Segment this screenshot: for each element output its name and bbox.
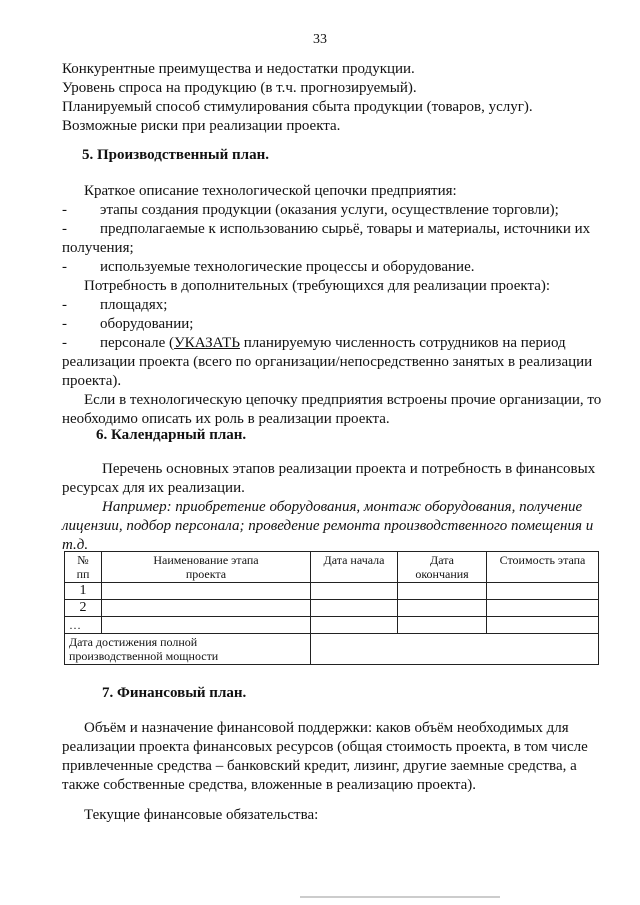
example-text: Например: приобретение оборудования, монтаж оборудования, получение bbox=[102, 499, 583, 515]
intro-line: Возможные риски при реализации проекта. bbox=[62, 118, 341, 134]
section-5-lead: Краткое описание технологической цепочки предприятия: bbox=[84, 183, 457, 199]
table-row bbox=[65, 600, 599, 617]
staff-underline: УКАЗАТЬ bbox=[174, 335, 240, 351]
section-7-text: также собственные средства, вложенные в реализацию проекта). bbox=[62, 777, 476, 793]
table-cell bbox=[487, 600, 599, 617]
obligations-label: Текущие финансовые обязательства: bbox=[84, 807, 319, 823]
table-cell bbox=[311, 600, 398, 617]
row-number: 1 bbox=[65, 583, 102, 600]
table-row bbox=[65, 583, 599, 600]
table-cell bbox=[487, 617, 599, 634]
table-cell bbox=[398, 600, 487, 617]
bullet-continuation: получения; bbox=[62, 240, 134, 256]
section-5-heading: 5. Производственный план. bbox=[82, 147, 269, 163]
section-6-text: Перечень основных этапов реализации проекта и потребность в финансовых bbox=[102, 461, 596, 477]
bullet-text: предполагаемые к использованию сырьё, товары и материалы, источники их bbox=[100, 221, 591, 237]
table-header-row bbox=[65, 552, 599, 583]
row-number: 2 bbox=[65, 600, 102, 617]
staff-continuation: проекта). bbox=[62, 373, 122, 389]
dash: - bbox=[62, 335, 67, 351]
bullet-text: этапы создания продукции (оказания услуги, осуществление торговли); bbox=[100, 202, 559, 218]
table-cell bbox=[398, 617, 487, 634]
intro-line: Конкурентные преимущества и недостатки продукции. bbox=[62, 61, 415, 77]
table-cell bbox=[311, 617, 398, 634]
chain-text: Если в технологическую цепочку предприятия встроены прочие организации, то bbox=[84, 392, 602, 408]
section-7-body bbox=[62, 719, 602, 795]
bullet-text: используемые технологические процессы и оборудование. bbox=[100, 259, 475, 275]
staff-continuation: реализации проекта (всего по организации/непосредственно занятых в реализации bbox=[62, 354, 593, 370]
page-number: 33 bbox=[313, 32, 327, 47]
table-cell bbox=[102, 617, 311, 634]
section-5-body bbox=[62, 182, 602, 429]
table-cell bbox=[102, 583, 311, 600]
needs-lead: Потребность в дополнительных (требующихся для реализации проекта): bbox=[84, 278, 551, 294]
table-cell bbox=[311, 583, 398, 600]
scan-artifact bbox=[300, 896, 500, 898]
dash: - bbox=[62, 297, 67, 313]
header-end-date: Дата окончания bbox=[398, 552, 487, 583]
bullet-text: оборудовании; bbox=[100, 316, 194, 332]
footer-label: Дата достижения полной производственной мощности bbox=[65, 634, 311, 665]
intro-line: Уровень спроса на продукцию (в т.ч. прогнозируемый). bbox=[62, 80, 417, 96]
header-cost: Стоимость этапа bbox=[487, 552, 599, 583]
example-text: лицензии, подбор персонала; проведение ремонта производственного помещения и bbox=[62, 518, 594, 534]
dash: - bbox=[62, 259, 67, 275]
dash: - bbox=[62, 316, 67, 332]
row-number: … bbox=[65, 617, 102, 634]
staff-prefix: персонале ( bbox=[100, 335, 175, 351]
section-6-text: ресурсах для их реализации. bbox=[62, 480, 245, 496]
table-cell bbox=[102, 600, 311, 617]
section-6-heading: 6. Календарный план. bbox=[96, 427, 247, 443]
footer-value bbox=[311, 634, 599, 665]
dash: - bbox=[62, 221, 67, 237]
intro-block bbox=[62, 60, 602, 136]
staff-rest: планируемую численность сотрудников на период bbox=[239, 335, 566, 351]
section-6-body bbox=[62, 460, 602, 555]
section-7-heading: 7. Финансовый план. bbox=[102, 685, 247, 701]
header-number: № пп bbox=[65, 552, 102, 583]
section-7-text: Объём и назначение финансовой поддержки: каков объём необходимых для bbox=[84, 720, 569, 736]
table-cell bbox=[398, 583, 487, 600]
table-cell bbox=[487, 583, 599, 600]
table-footer-row bbox=[65, 634, 599, 665]
example-text: т.д. bbox=[62, 537, 89, 553]
calendar-plan-table bbox=[64, 551, 599, 665]
header-start-date: Дата начала bbox=[311, 552, 398, 583]
chain-text: необходимо описать их роль в реализации проекта. bbox=[62, 411, 390, 427]
header-stage-name: Наименование этапа проекта bbox=[102, 552, 311, 583]
section-7-text: привлеченные средства – банковский кредит, лизинг, другие заемные средства, а bbox=[62, 758, 577, 774]
table-row bbox=[65, 617, 599, 634]
intro-line: Планируемый способ стимулирования сбыта продукции (товаров, услуг). bbox=[62, 99, 533, 115]
bullet-text: площадях; bbox=[100, 297, 168, 313]
section-7-text: реализации проекта финансовых ресурсов (общая стоимость проекта, в том числе bbox=[62, 739, 588, 755]
dash: - bbox=[62, 202, 67, 218]
